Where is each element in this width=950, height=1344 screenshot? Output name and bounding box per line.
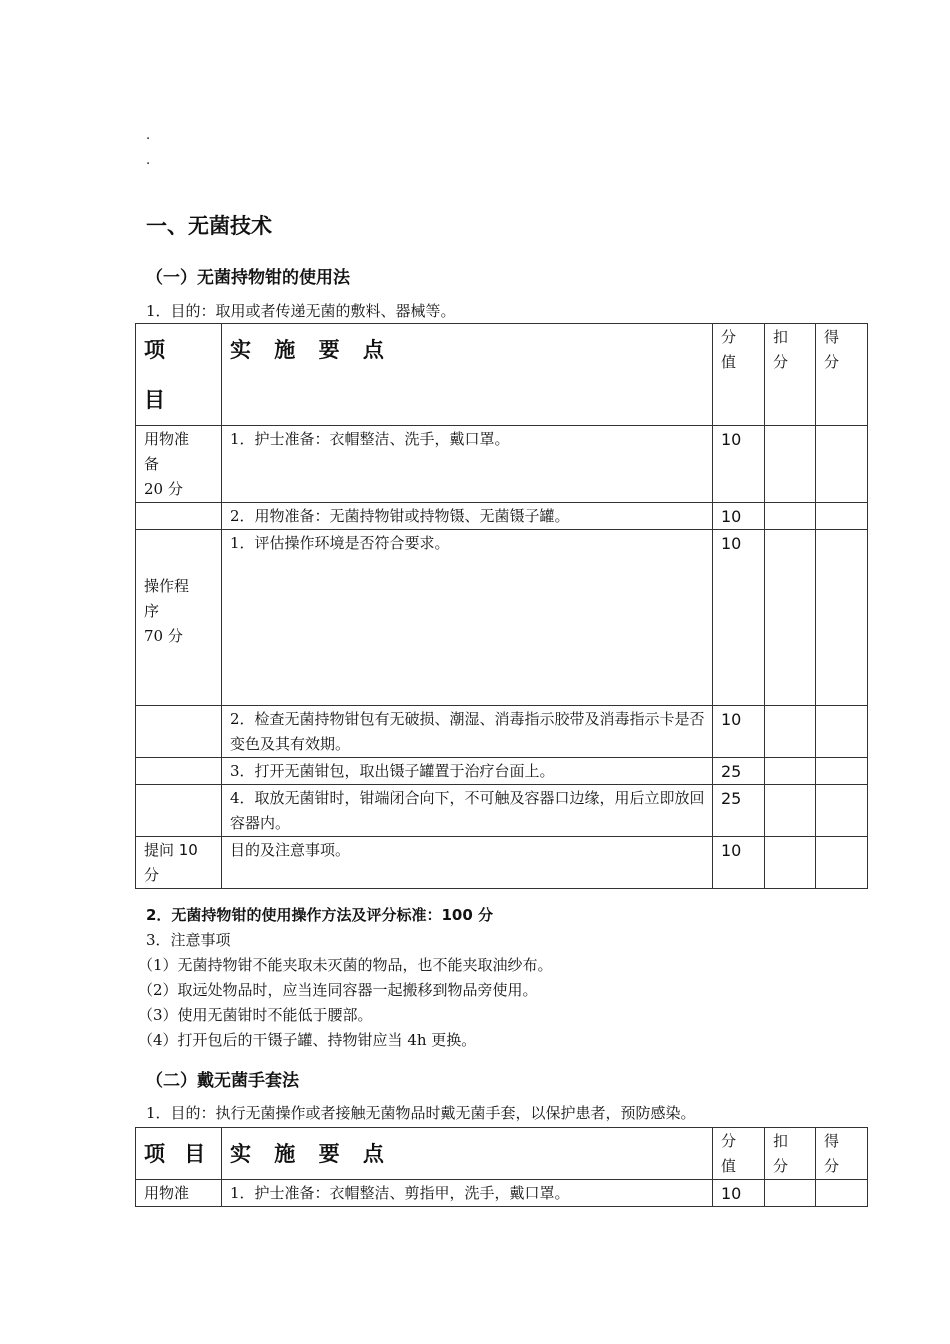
row-deduct — [765, 837, 816, 889]
note-item: （2）取远处物品时，应当连同容器一起搬移到物品旁使用。 — [138, 981, 538, 999]
row-point: 3．打开无菌钳包，取出镊子罐置于治疗台面上。 — [222, 758, 713, 785]
row-score: 10 — [713, 706, 765, 758]
sub1-title: （一）无菌持物钳的使用法 — [146, 268, 350, 288]
sub1-purpose: 1．目的：取用或者传递无菌的敷料、器械等。 — [146, 302, 456, 320]
row-deduct — [765, 1180, 816, 1207]
row-point: 1．护士准备：衣帽整洁、洗手，戴口罩。 — [222, 426, 713, 503]
header-points: 实 施 要 点 — [222, 324, 713, 426]
sub2-title: （二）戴无菌手套法 — [146, 1071, 299, 1091]
header-item: 项 目 — [136, 324, 222, 426]
row-item — [136, 503, 222, 530]
scoring-table-1 — [135, 323, 868, 889]
table-row — [136, 426, 868, 503]
header-item: 项 目 — [136, 1128, 222, 1180]
header-deduct: 扣 分 — [765, 324, 816, 426]
row-item — [136, 758, 222, 785]
row-point: 目的及注意事项。 — [222, 837, 713, 889]
row-score: 10 — [713, 837, 765, 889]
scoring-table-2 — [135, 1127, 868, 1207]
row-get — [816, 706, 868, 758]
row-get — [816, 758, 868, 785]
row-get — [816, 503, 868, 530]
scoring-standard: 2．无菌持物钳的使用操作方法及评分标准：100 分 — [146, 906, 493, 924]
table-row — [136, 530, 868, 706]
notes-title: 3．注意事项 — [146, 931, 231, 949]
row-score: 10 — [713, 426, 765, 503]
row-get — [816, 837, 868, 889]
header-score: 分 值 — [713, 324, 765, 426]
table-row — [136, 706, 868, 758]
row-item — [136, 706, 222, 758]
row-deduct — [765, 530, 816, 706]
table-row — [136, 758, 868, 785]
dot-1: . — [146, 128, 151, 143]
row-point: 4．取放无菌钳时，钳端闭合向下，不可触及容器口边缘，用后立即放回容器内。 — [222, 785, 713, 837]
row-get — [816, 785, 868, 837]
row-item: 用物准 备 20 分 — [136, 426, 222, 503]
header-get: 得 分 — [816, 324, 868, 426]
row-deduct — [765, 785, 816, 837]
row-score: 10 — [713, 503, 765, 530]
row-point: 2．用物准备：无菌持物钳或持物镊、无菌镊子罐。 — [222, 503, 713, 530]
row-deduct — [765, 426, 816, 503]
note-item: （4）打开包后的干镊子罐、持物钳应当 4h 更换。 — [138, 1031, 477, 1049]
row-deduct — [765, 706, 816, 758]
row-item — [136, 785, 222, 837]
header-get: 得 分 — [816, 1128, 868, 1180]
table-row — [136, 785, 868, 837]
row-deduct — [765, 758, 816, 785]
dot-2: . — [146, 153, 151, 168]
row-score: 10 — [713, 1180, 765, 1207]
note-item: （3）使用无菌钳时不能低于腰部。 — [138, 1006, 373, 1024]
table-header-row — [136, 1128, 868, 1180]
table-row — [136, 1180, 868, 1207]
row-deduct — [765, 503, 816, 530]
table-header-row — [136, 324, 868, 426]
row-point: 2．检查无菌持物钳包有无破损、潮湿、消毒指示胶带及消毒指示卡是否变色及其有效期。 — [222, 706, 713, 758]
table-row — [136, 503, 868, 530]
row-get — [816, 426, 868, 503]
row-item: 提问 10 分 — [136, 837, 222, 889]
row-point: 1．评估操作环境是否符合要求。 — [222, 530, 713, 706]
note-item: （1）无菌持物钳不能夹取未灭菌的物品，也不能夹取油纱布。 — [138, 956, 553, 974]
row-score: 25 — [713, 785, 765, 837]
table-row — [136, 837, 868, 889]
header-score: 分 值 — [713, 1128, 765, 1180]
header-deduct: 扣 分 — [765, 1128, 816, 1180]
row-get — [816, 530, 868, 706]
row-item: 操作程 序 70 分 — [136, 530, 222, 706]
section-title: 一、无菌技术 — [146, 214, 272, 238]
row-score: 25 — [713, 758, 765, 785]
header-points: 实 施 要 点 — [222, 1128, 713, 1180]
row-get — [816, 1180, 868, 1207]
row-point: 1．护士准备：衣帽整洁、剪指甲，洗手，戴口罩。 — [222, 1180, 713, 1207]
row-item: 用物准 — [136, 1180, 222, 1207]
row-score: 10 — [713, 530, 765, 706]
sub2-purpose: 1．目的：执行无菌操作或者接触无菌物品时戴无菌手套，以保护患者，预防感染。 — [146, 1104, 696, 1122]
